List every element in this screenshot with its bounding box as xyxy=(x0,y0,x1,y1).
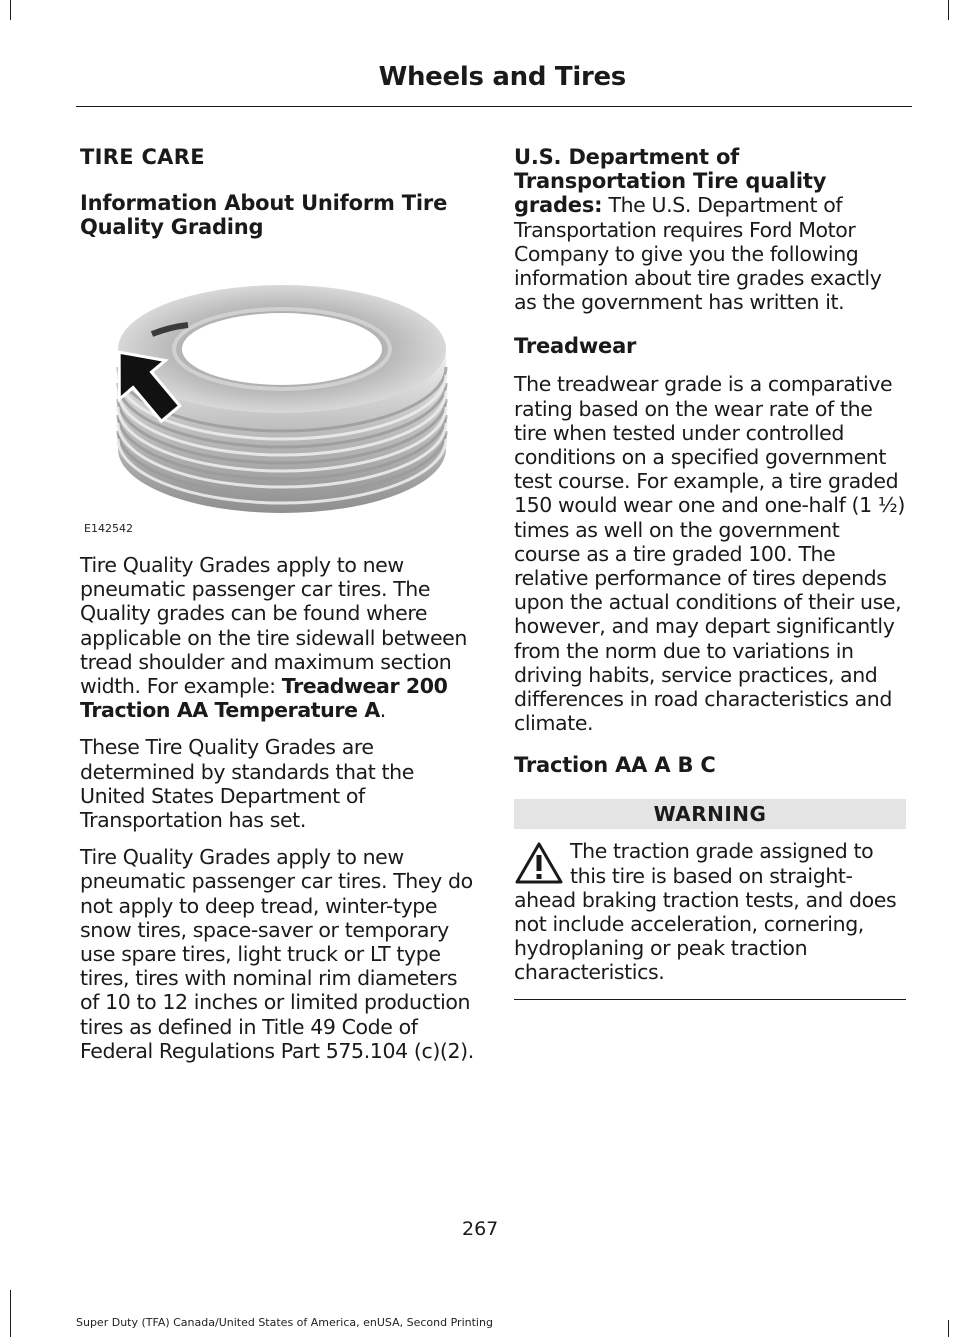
page-number: 267 xyxy=(462,1218,499,1240)
section-title: TIRE CARE xyxy=(80,145,205,169)
paragraph-applicability: Tire Quality Grades apply to new pneumatic passenger car tires. They do not apply to deep tread, winter-type snow tires, space-saver or temporary use spare tires, light truck or LT type tires, tires with nominal rim diameters of 10 to 12 inches or limited production tires as defined in Title 49 Code of Federal Regulations Part 575.104 (c)(2). xyxy=(80,845,474,1063)
warning-triangle-icon xyxy=(514,841,564,885)
paragraph-grades-intro xyxy=(80,553,475,722)
warning-box xyxy=(514,829,906,984)
warning-rule xyxy=(514,999,906,1000)
crop-mark xyxy=(948,0,949,20)
traction-heading: Traction AA A B C xyxy=(514,753,716,778)
paragraph-text: . xyxy=(379,698,386,723)
header-rule xyxy=(76,106,912,107)
paragraph-treadwear: The treadwear grade is a comparative rating based on the wear rate of the tire when tested under controlled conditions on a specified government test course. For example, a tire graded 150 would wear one and one-half (1 ½) times as well on the government course as a tire graded 100. The relative performance of tires depends upon the actual conditions of their use, however, and may depart significantly from the norm due to variations in driving habits, service practices, and differences in road characteristics and climate. xyxy=(514,372,905,736)
tire-icon xyxy=(80,249,475,539)
treadwear-heading: Treadwear xyxy=(514,334,637,359)
crop-mark xyxy=(10,0,11,20)
paragraph-dot-grades xyxy=(514,145,906,314)
crop-mark xyxy=(10,1290,11,1337)
page-header-title: Wheels and Tires xyxy=(378,62,626,92)
paragraph-text: Tire Quality Grades apply to new pneumatic passenger car tires. The Quality grades can be found where applicable on the tire sidewall between tread shoulder and maximum section width. For example: xyxy=(80,553,467,699)
subsection-title: Information About Uniform Tire Quality Grading xyxy=(80,191,448,239)
left-column xyxy=(80,145,475,1076)
tire-illustration xyxy=(80,249,475,539)
crop-mark xyxy=(948,1320,949,1337)
figure-code: E142542 xyxy=(84,522,133,535)
example-grade: Treadwear 200 Traction AA Temperature A xyxy=(80,674,448,723)
footer-text: Super Duty (TFA) Canada/United States of America, enUSA, Second Printing xyxy=(76,1316,493,1329)
right-column xyxy=(514,145,906,1000)
warning-text: The traction grade assigned to this tire is based on straight-ahead braking traction tests, and does not include acceleration, cornering, hydroplaning or peak traction characteristics. xyxy=(514,839,897,985)
warning-label: WARNING xyxy=(514,799,906,829)
paragraph-standards: These Tire Quality Grades are determined by standards that the United States Department of Transportation has set. xyxy=(80,735,414,833)
dot-heading: U.S. Department of Transportation Tire quality grades: xyxy=(514,145,827,218)
paragraph-text: The U.S. Department of Transportation requires Ford Motor Company to give you the following information about tire grades exactly as the government has written it. xyxy=(514,193,882,315)
